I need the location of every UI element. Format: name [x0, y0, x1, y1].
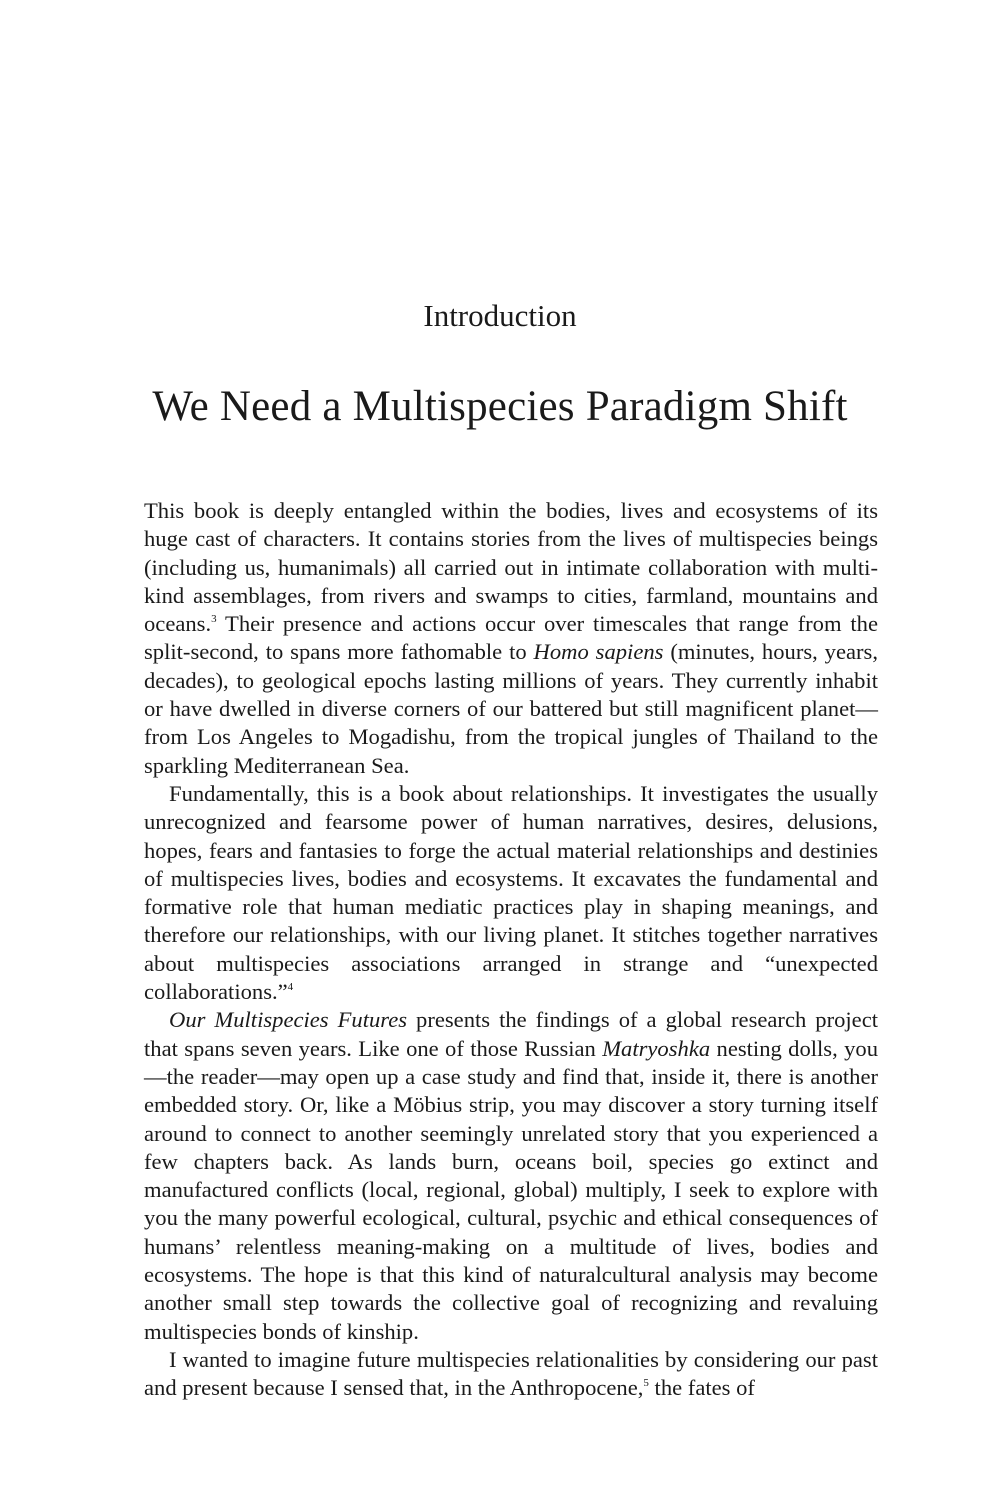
- text-segment: (minutes, hours, years, decades), to geological epochs lasting millions of years. They currently inhabit or have dwelled in diverse corners of our battered but still magnificent planet—from Los Angeles to Mogadishu, from the tropical jungles of Thailand to the sparkling Mediterranean Sea.: [144, 639, 878, 778]
- text-segment: the fates of: [648, 1375, 755, 1401]
- italic-term: Matryoshka: [602, 1035, 711, 1061]
- paragraph-4: [144, 1346, 878, 1403]
- text-segment: Their presence and actions occur over timescales that range from the split-second, to spans more fathomable to: [144, 611, 878, 665]
- footnote-ref-4[interactable]: 4: [287, 980, 294, 993]
- chapter-label: Introduction: [423, 298, 577, 333]
- text-segment: nesting dolls, you—the reader—may open up a case study and find that, inside it, there is another embedded story. Or, like a Möbius strip, you may discover a story turning itself around to connect to another seemingly unrelated story that you experienced a few chapters back. As lands burn, oceans boil, species go extinct and manufactured conflicts (local, regional, global) multiply, I seek to explore with you the many powerful ecological, cultural, psychic and ethical consequences of humans’ relentless meaning-making on a multitude of lives, bodies and ecosystems. The hope is that this kind of naturalcultural analysis may become another small step towards the collective goal of recognizing and revaluing multispecies bonds of kinship.: [144, 1035, 878, 1344]
- body-text: [144, 497, 878, 1403]
- footnote-ref-3[interactable]: 3: [211, 612, 217, 625]
- chapter-title: We Need a Multispecies Paradigm Shift: [152, 383, 848, 430]
- text-segment: Fundamentally, this is a book about relationships. It investigates the usually unrecognized and fearsome power of human narratives, desires, delusions, hopes, fears and fantasies to forge the actual material relationships and destinies of multispecies lives, bodies and ecosystems. It excavates the fundamental and formative role that human mediatic practices play in shaping meanings, and therefore our relationships, with our living planet. It stitches together narratives about multispecies associations arranged in strange and “unexpected collaborations.”: [144, 780, 878, 1005]
- italic-term: Homo sapiens: [533, 639, 664, 665]
- paragraph-2: [144, 780, 878, 1006]
- paragraph-3: [144, 1006, 878, 1346]
- book-title-italic: Our Multispecies Futures: [169, 1007, 408, 1033]
- text-segment: This book is deeply entangled within the bodies, lives and ecosystems of its huge cast of characters. It contains stories from the lives of multispecies beings (including us, humanimals) all carried out in intimate collaboration with multi-kind assemblages, from rivers and swamps to cities, farmland, mountains and oceans.: [144, 498, 878, 637]
- paragraph-1: [144, 497, 878, 780]
- footnote-ref-5[interactable]: 5: [643, 1376, 649, 1389]
- text-segment: I wanted to imagine future multispecies relationalities by considering our past and present because I sensed that, in the Anthropocene,: [144, 1346, 878, 1401]
- text-segment: presents the findings of a global research project that spans seven years. Like one of those Russian: [144, 1007, 879, 1061]
